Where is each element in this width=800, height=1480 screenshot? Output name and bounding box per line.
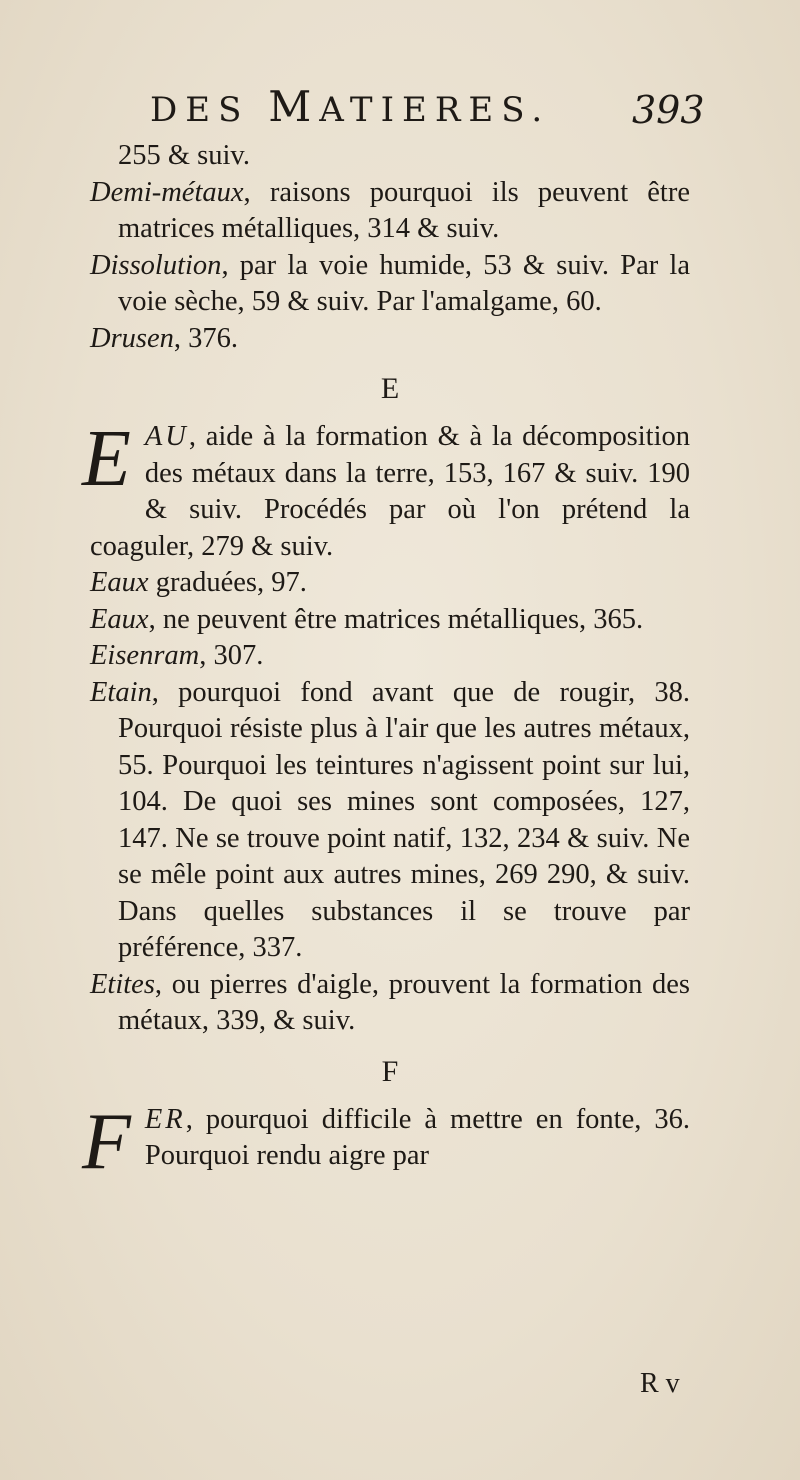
drop-cap-f: F xyxy=(82,1097,131,1186)
index-entry: Demi-métaux, raisons pourquoi ils peuvent être matrices métalliques, 314 & suiv. xyxy=(90,176,690,244)
page-number: 393 xyxy=(632,88,705,132)
entry-term: Dissolution xyxy=(90,249,222,281)
index-entry: 255 & suiv. xyxy=(118,140,250,171)
index-text xyxy=(82,138,690,1186)
index-entry: Eaux, ne peuvent être matrices métalliques, 365. xyxy=(90,603,644,635)
section-heading-e: E xyxy=(380,372,400,405)
drop-cap-e: E xyxy=(82,415,131,503)
section-heading-f: F xyxy=(381,1054,399,1088)
catchword: R v xyxy=(640,1368,680,1399)
entry-term: Demi-métaux xyxy=(90,176,244,208)
index-entry: Drusen, 376. xyxy=(90,322,239,354)
lead-word: AU xyxy=(144,421,189,452)
section-lead-f: F ER, pourquoi difficile à mettre en fonte, 36. Pourquoi rendu aigre par xyxy=(82,1097,690,1186)
index-entry: Etain, pourquoi fond avant que de rougir, 38. Pourquoi résiste plus à l'air que les autres métaux, 55. Pourquoi les teintures n'agissent point sur lui, 104. De quoi ses mines sont composées, 127, 147. Ne se trouve point natif, 132, 234 & suiv. Ne se mêle point aux autres mines, 269 290, & suiv. Dans quelles substances il se trouve par préférence, 337. xyxy=(90,676,690,963)
lead-word: ER xyxy=(144,1103,186,1135)
entry-term: Etain xyxy=(90,676,152,708)
header-matieres-rest: ATIERES. xyxy=(319,90,551,130)
header-matieres-initial: M xyxy=(268,82,320,131)
running-header xyxy=(150,82,620,131)
index-entry: Eisenram, 307. xyxy=(90,640,264,671)
header-des: DES xyxy=(150,90,250,130)
index-entry: Eaux graduées, 97. xyxy=(90,567,307,598)
section-lead-e: E AU, aide à la formation & à la décomposition des métaux dans la terre, 153, 167 & suiv. 190 & suiv. Procédés par où l'on prétend la coaguler, 279 & suiv. xyxy=(82,415,690,562)
entry-term: Eaux xyxy=(90,603,149,635)
entry-term: Drusen xyxy=(90,322,174,354)
index-entry: Etites, ou pierres d'aigle, prouvent la formation des métaux, 339, & suiv. xyxy=(90,968,690,1036)
entry-term: Eisenram xyxy=(90,640,200,671)
entry-term: Eaux xyxy=(90,567,149,598)
index-entry: Dissolution, par la voie humide, 53 & suiv. Par la voie sèche, 59 & suiv. Par l'amalgame, 60. xyxy=(90,249,690,317)
entry-term: Etites xyxy=(90,968,155,1000)
